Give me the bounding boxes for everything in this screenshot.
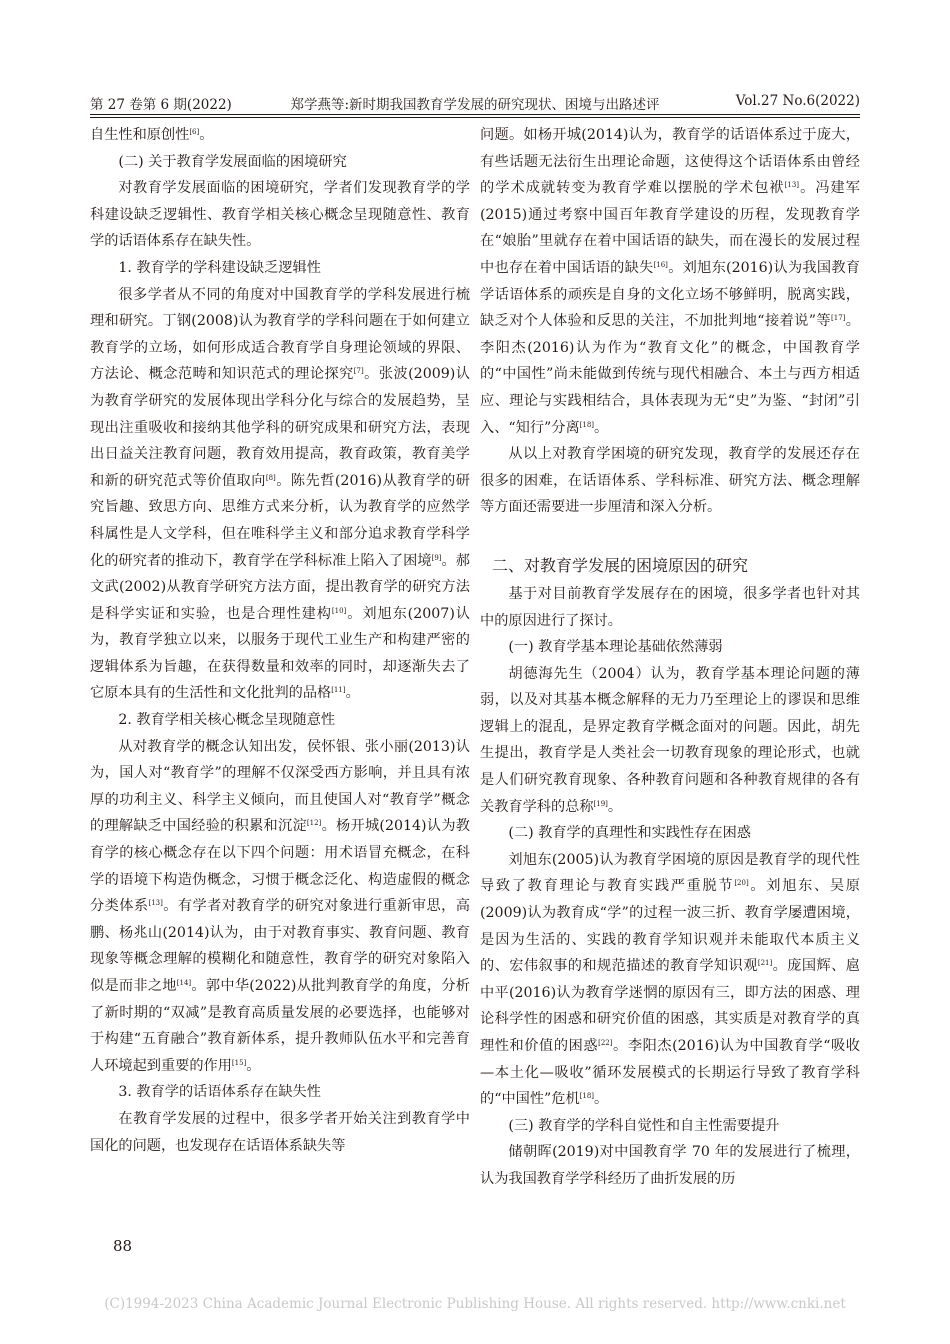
running-header-right: Vol.27 No.6(2022) bbox=[735, 93, 860, 109]
citation: [22] bbox=[598, 1039, 613, 1047]
citation: [15] bbox=[231, 1058, 247, 1067]
paragraph: 从以上对教育学困境的研究发现，教育学的发展还存在很多的困难，在话语体系、学科标准、研究方法、概念理解等方面还需要进一步厘清和深入分析。 bbox=[480, 446, 860, 516]
paragraph: 储朝晖(2019)对中国教育学 70 年的发展进行了梳理，认为我国教育学学科经历了曲折发展的历 bbox=[480, 1144, 860, 1187]
copyright-footer: (C)1994-2023 China Academic Journal Electronic Publishing House. All rights reserved. http://www.cnki.net bbox=[104, 1296, 846, 1312]
page-number: 88 bbox=[113, 1237, 133, 1255]
citation: [12] bbox=[306, 819, 322, 828]
section-heading: 二、对教育学发展的困境原因的研究 bbox=[492, 555, 749, 575]
left-column bbox=[90, 122, 470, 1159]
section-heading: (二) 关于教育学发展面临的困境研究 bbox=[118, 153, 347, 170]
citation: [19] bbox=[593, 799, 608, 808]
citation: [13] bbox=[148, 899, 163, 908]
citation: [20] bbox=[734, 879, 749, 888]
right-column bbox=[480, 122, 860, 1193]
citation: [14] bbox=[176, 979, 192, 987]
paragraph: 胡德海先生（2004）认为，教育学基本理论问题的薄弱，以及对其基本概念解释的无力乃至理论上的谬误和思维逻辑上的混乱，是界定教育学概念面对的问题。因此，胡先生提出，教育学是人类社会一切教育现象的理论形式，也就是人们研究教育现象、各种教育问题和各种教育规律的各有关教育学科的总称[19]。 bbox=[480, 665, 860, 815]
paragraph: 在教育学发展的过程中，很多学者开始关注到教育学中国化的问题，也发现存在话语体系缺失等 bbox=[90, 1110, 470, 1154]
citation: [8] bbox=[265, 473, 276, 482]
citation: [13] bbox=[784, 181, 800, 190]
citation: [17] bbox=[831, 314, 846, 323]
paragraph: 对教育学发展面临的困境研究，学者们发现教育学的学科建设缺乏逻辑性、教育学相关核心概念呈现随意性、教育学的话语体系存在缺失性。 bbox=[90, 180, 470, 250]
running-header-left: 第 27 卷第 6 期(2022) bbox=[90, 97, 232, 113]
subsection-heading: 2. 教育学相关核心概念呈现随意性 bbox=[118, 712, 336, 729]
subsection-heading: (三) 教育学的学科自觉性和自主性需要提升 bbox=[508, 1117, 780, 1134]
citation: [9] bbox=[431, 553, 442, 562]
citation: [18] bbox=[579, 420, 595, 429]
running-header-title: 郑学燕等:新时期我国教育学发展的研究现状、困境与出路述评 bbox=[290, 97, 660, 113]
citation: [16] bbox=[653, 260, 668, 269]
paragraph: 基于对目前教育学发展存在的困境，很多学者也针对其中的原因进行了探讨。 bbox=[480, 585, 860, 629]
citation: [18] bbox=[579, 1092, 595, 1101]
citation: [7] bbox=[353, 367, 364, 376]
paragraph: 很多学者从不同的角度对中国教育学的学科发展进行梳理和研究。丁钢(2008)认为教育学的学科问题在于如何建立教育学的立场，如何形成适合教育学自身理论领域的界限、方法论、概念范畴和知识范式的理论探究[7]。张波(2009)认为教育学研究的发展体现出学科分化与综合的发展趋势，呈现出注重吸收和接纳其他学科的研究成果和研究方法，表现出日益关注教育问题，教育效用提高，教育政策，教育美学和新的研究范式等价值取向[8]。陈先哲(2016)从教育学的研究旨趣、致思方向、思维方式来分析，认为教育学的应然学科属性是人文学科，但在唯科学主义和部分追求教育学科学化的研究者的推动下，教育学在学科标准上陷入了困境[9]。郝文武(2002)从教育学研究方法方面，提出教育学的研究方法是科学实证和实验，也是合理性建构[10]。刘旭东(2007)认为，教育学独立以来，以服务于现代工业生产和构建严密的逻辑体系为旨趣，在获得数量和效率的同时，却逐渐失去了它原本具有的生活性和文化批判的品格[11]。 bbox=[90, 286, 470, 702]
paragraph: 从对教育学的概念认知出发，侯怀银、张小丽(2013)认为，国人对“教育学”的理解不仅深受西方影响，并且具有浓厚的功利主义、科学主义倾向，而且使国人对“教育学”概念的理解缺乏中国经验的积累和沉淀[12]。杨开城(2014)认为教育学的核心概念存在以下四个问题：用术语冒充概念，在科学的语境下构造伪概念，习惯于概念泛化、构造虚假的概念分类体系[13]。有学者对教育学的研究对象进行重新审思，高鹏、杨兆山(2014)认为，由于对教育事实、教育问题、教育现象等概念理解的模糊化和随意性，教育学的研究对象陷入似是而非之地[14]。郭中华(2022)从批判教育学的角度，分析了新时期的“双减”是教育高质量发展的必要选择，也能够对于构建“五育融合”教育新体系，提升教师队伍水平和完善育人环境起到重要的作用[15]。 bbox=[90, 738, 470, 1074]
citation: [10] bbox=[331, 606, 347, 615]
header-rule-bottom bbox=[90, 117, 860, 118]
subsection-heading: 3. 教育学的话语体系存在缺失性 bbox=[118, 1084, 321, 1101]
citation: [6] bbox=[189, 128, 200, 136]
citation: [11] bbox=[331, 686, 346, 695]
subsection-heading: 1. 教育学的学科建设缺乏逻辑性 bbox=[118, 259, 321, 276]
paragraph: 问题。如杨开城(2014)认为，教育学的话语体系过于庞大，有些话题无法衍生出理论命题，这使得这个话语体系由曾经的学术成就转变为教育学难以摆脱的学术包袱[13]。冯建军(2015)通过考察中国百年教育学建设的历程，发现教育学在“娘胎”里就存在着中国话语的缺失，而在漫长的发展过程中也存在着中国话语的缺失[16]。刘旭东(2016)认为我国教育学话语体系的顽疾是自身的文化立场不够鲜明，脱离实践，缺乏对个人体验和反思的关注，不加批判地“接着说”等[17]。李阳杰(2016)认为作为“教育文化”的概念，中国教育学的“中国性”尚未能做到传统与现代相融合、本土与西方相适应、理论与实践相结合，具体表现为无“史”为鉴、“封闭”引入、“知行”分离[18]。 bbox=[480, 127, 860, 436]
paragraph: 自生性和原创性[6]。 bbox=[90, 127, 214, 143]
header-rule-top bbox=[90, 114, 860, 115]
paragraph: 刘旭东(2005)认为教育学困境的原因是教育学的现代性导致了教育理论与教育实践严重脱节[20]。刘旭东、吴原(2009)认为教育成“学”的过程一波三折、教育学屡遭困境，是因为生活的、实践的教育学知识观并未能取代本质主义的、宏伟叙事的和规范描述的教育学知识观[21]。庞国辉、扈中平(2016)认为教育学迷惘的原因有三，即方法的困惑、理论科学性的困惑和研究价值的困惑，其实质是对教育学的真理性和价值的困惑[22]。李阳杰(2016)认为中国教育学“吸收—本土化—吸收”循环发展模式的长期运行导致了教育学科的“中国性”危机[18]。 bbox=[480, 851, 860, 1108]
subsection-heading: (二) 教育学的真理性和实践性存在困惑 bbox=[508, 825, 751, 842]
citation: [21] bbox=[757, 959, 773, 968]
subsection-heading: (一) 教育学基本理论基础依然薄弱 bbox=[508, 639, 723, 656]
